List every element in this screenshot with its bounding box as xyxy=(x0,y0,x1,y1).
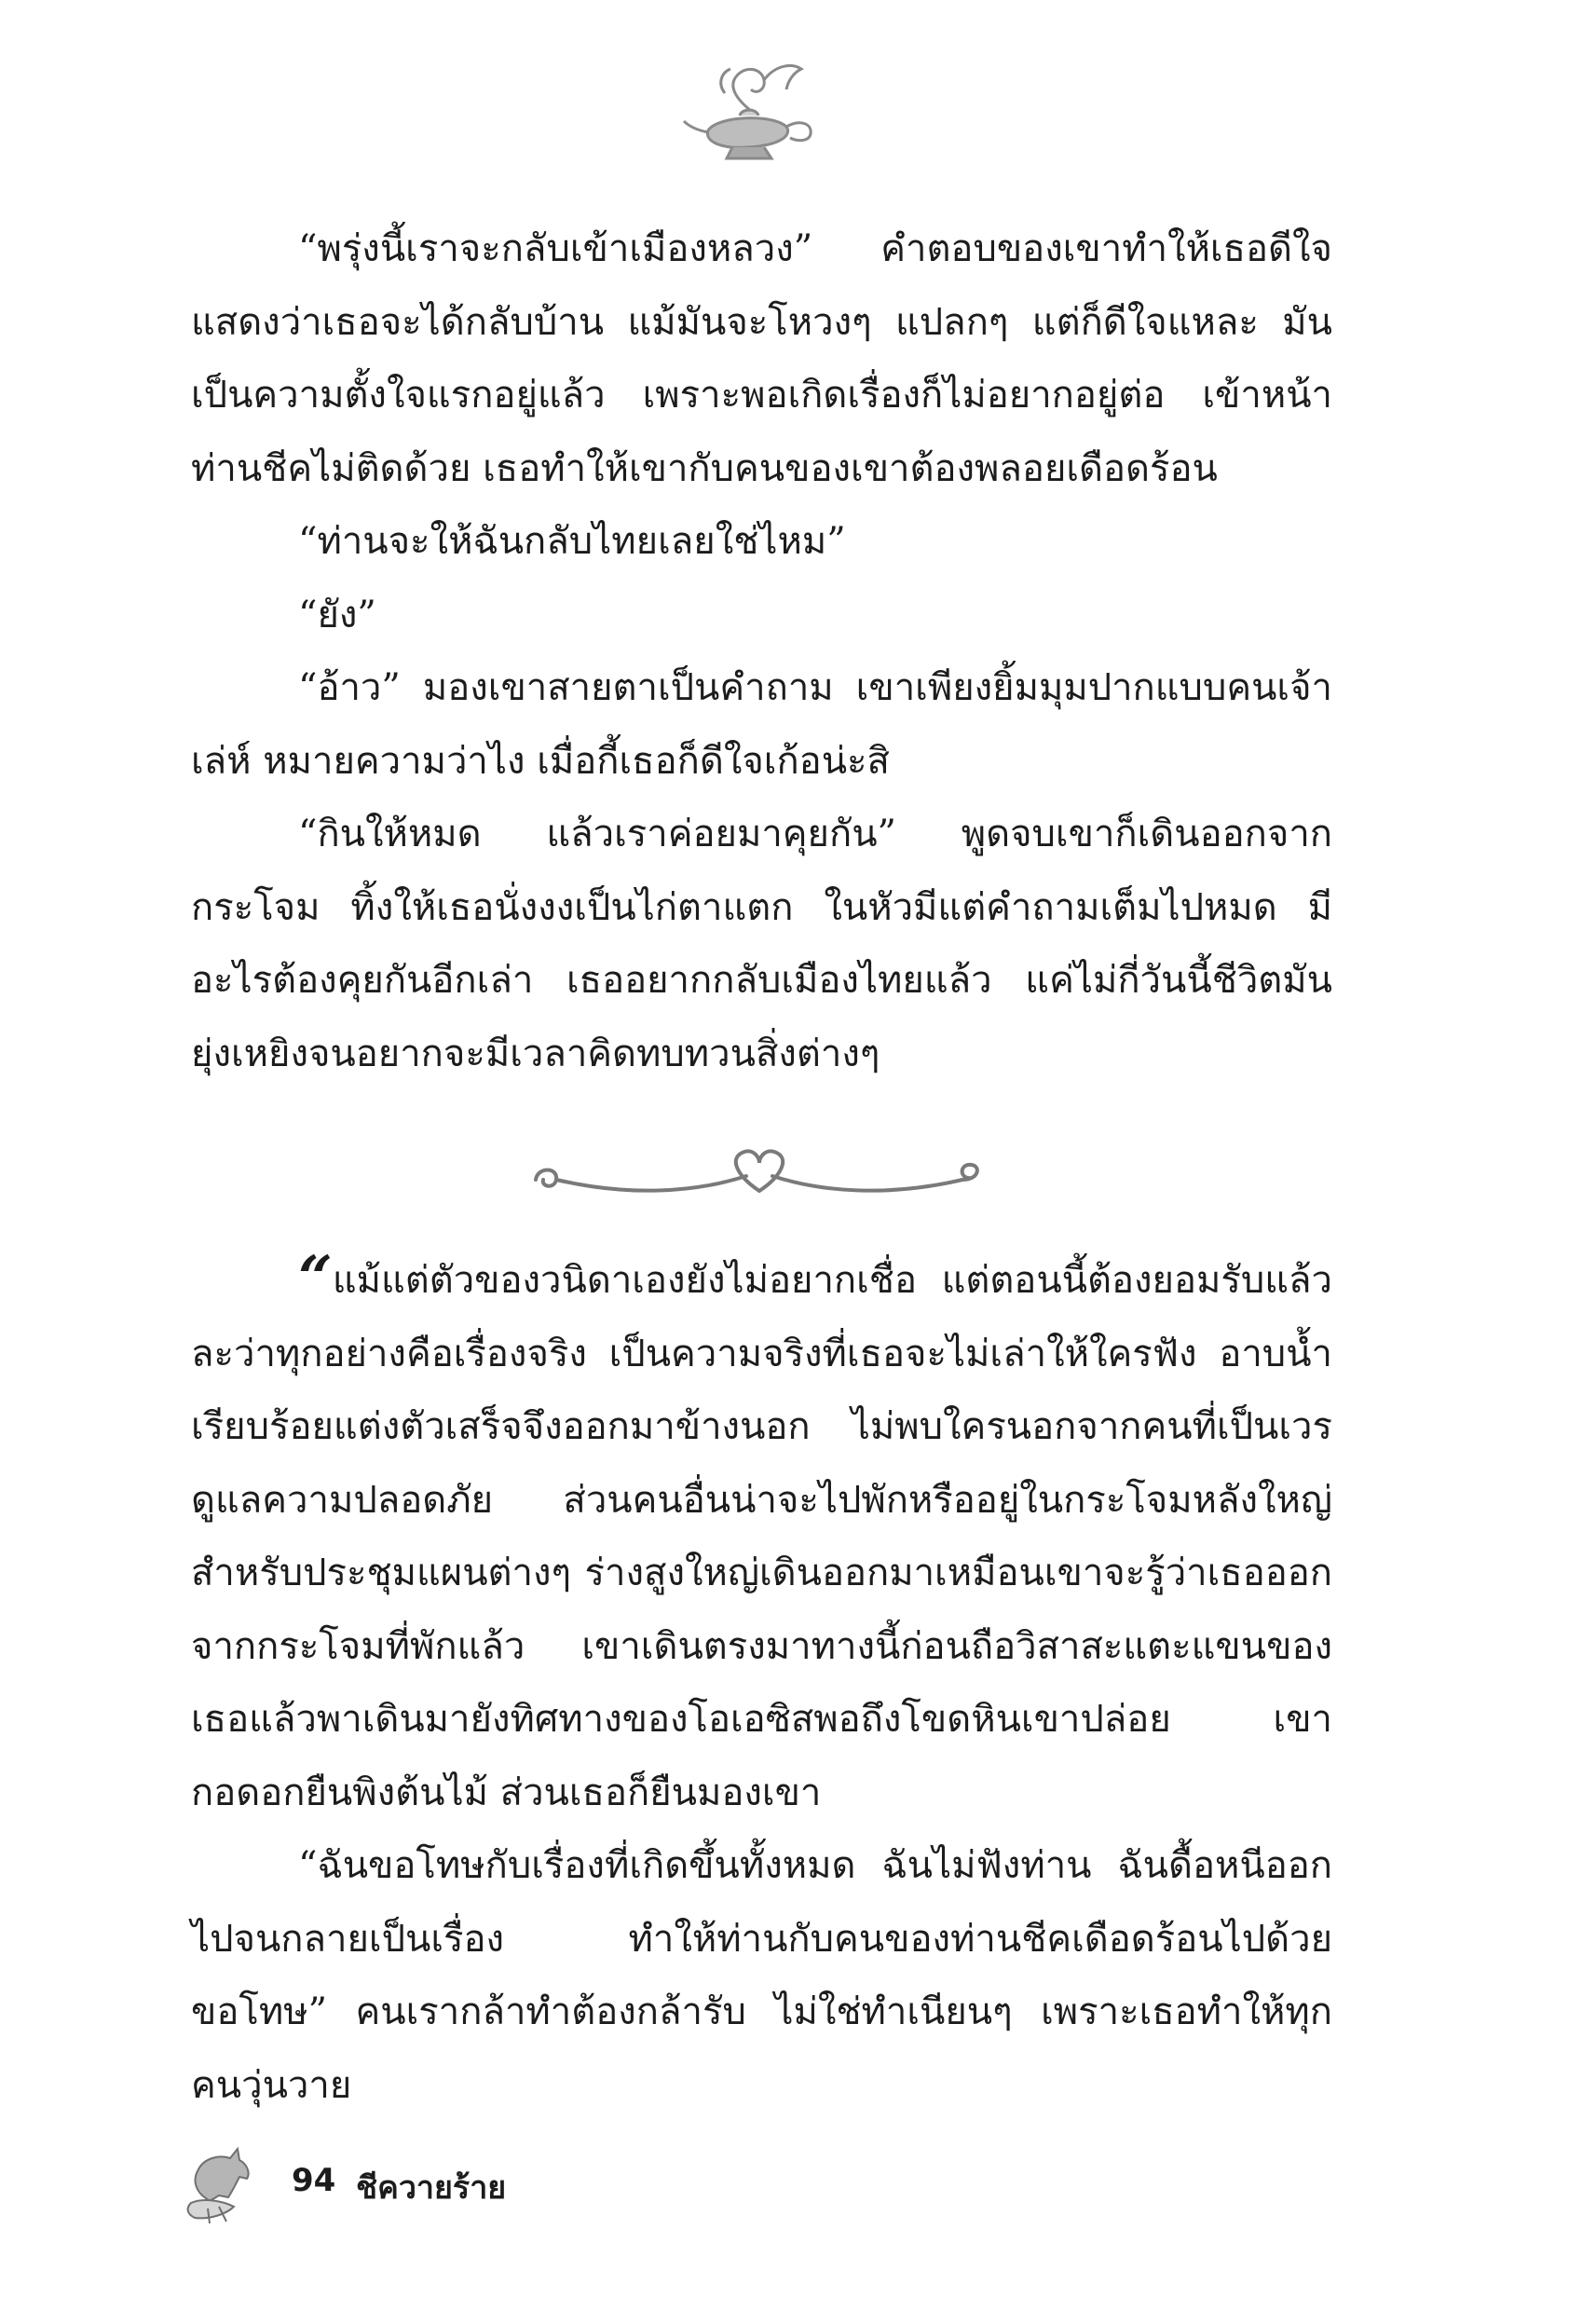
paragraph: “ท่านจะให้ฉันกลับไทยเลยใช่ไหม” xyxy=(298,520,846,563)
section-1-text xyxy=(191,212,1332,1090)
horse-icon xyxy=(182,2141,258,2225)
drop-quote-mark: “ xyxy=(298,1243,327,1313)
genie-lamp-icon xyxy=(671,48,829,168)
page-number: 94 xyxy=(292,2162,336,2199)
paragraph: “ฉันขอโทษกับเรื่องที่เกิดขึ้นทั้งหมด ฉันไม่ฟังท่าน ฉันดื้อหนีออกไปจนกลายเป็นเรื่อง ทำให้ท่านกับคนของท่านชีคเดือดร้อนไปด้วย ขอโทษ” คนเรากล้าทำต้องกล้ารับ ไม่ใช่ทำเนียนๆ เพราะเธอทำให้ทุกคนวุ่นวาย xyxy=(191,1844,1332,2107)
section-2-text xyxy=(191,1244,1332,2122)
paragraph: “กินให้หมด แล้วเราค่อยมาคุยกัน” พูดจบเขาก็เดินออกจากกระโจม ทิ้งให้เธอนั่งงงเป็นไก่ตาแตก ในหัวมีแต่คำถามเต็มไปหมด มีอะไรต้องคุยกันอีกเล่า เธออยากกลับเมืองไทยแล้ว แค่ไม่กี่วันนี้ชีวิตมันยุ่งเหยิงจนอยากจะมีเวลาคิดทบทวนสิ่งต่างๆ xyxy=(191,813,1332,1075)
paragraph: “พรุ่งนี้เราจะกลับเข้าเมืองหลวง” คำตอบของเขาทำให้เธอดีใจแสดงว่าเธอจะได้กลับบ้าน แม้มันจะโหวงๆ แปลกๆ แต่ก็ดีใจแหละ มันเป็นความตั้งใจแรกอยู่แล้ว เพราะพอเกิดเรื่องก็ไม่อยากอยู่ต่อ เข้าหน้าท่านชีคไม่ติดด้วย เธอทำให้เขากับคนของเขาต้องพลอยเดือดร้อน xyxy=(191,227,1332,490)
heart-scroll-divider-icon xyxy=(517,1139,1002,1204)
paragraph-text: แม้แต่ตัวของวนิดาเองยังไม่อยากเชื่อ แต่ตอนนี้ต้องยอมรับแล้วละว่าทุกอย่างคือเรื่องจริง เป็นความจริงที่เธอจะไม่เล่าให้ใครฟัง อาบน้ำเรียบร้อยแต่งตัวเสร็จจึงออกมาข้างนอก ไม่พบใครนอกจากคนที่เป็นเวรดูแลความปลอดภัย ส่วนคนอื่นน่าจะไปพักหรืออยู่ในกระโจมหลังใหญ่สำหรับประชุมแผนต่างๆ ร่างสูงใหญ่เดินออกมาเหมือนเขาจะรู้ว่าเธอออกจากกระโจมที่พักแล้ว เขาเดินตรงมาทางนี้ก่อนถือวิสาสะแตะแขนของเธอแล้วพาเดินมายังทิศทางของโอเอซิสพอถึงโขดหินเขาปล่อย เขากอดอกยืนพิงต้นไม้ ส่วนเธอก็ยืนมองเขา xyxy=(191,1259,1332,1814)
paragraph: “ยัง” xyxy=(298,593,376,636)
page-footer xyxy=(182,2141,834,2225)
book-title: ชีควายร้าย xyxy=(356,2169,507,2207)
paragraph: “อ้าว” มองเขาสายตาเป็นคำถาม เขาเพียงยิ้มมุมปากแบบคนเจ้าเล่ห์ หมายความว่าไง เมื่อกี้เธอก็ดีใจเก้อน่ะสิ xyxy=(191,666,1332,783)
paragraph xyxy=(191,1244,1332,1829)
